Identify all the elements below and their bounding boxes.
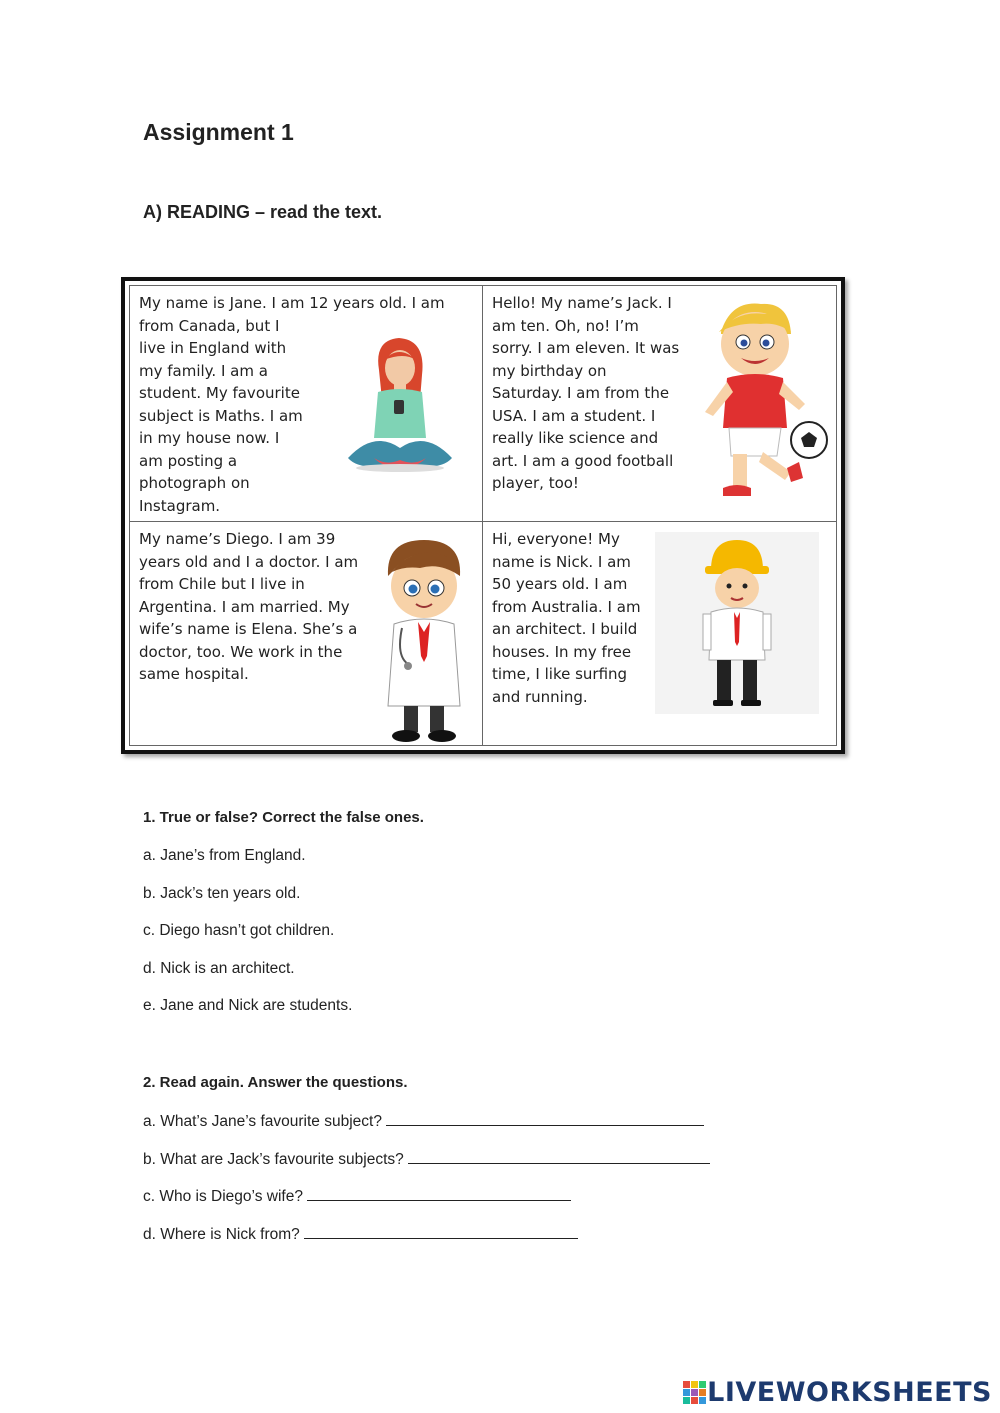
architect-illustration: [655, 532, 819, 714]
answer-blank[interactable]: [304, 1224, 578, 1239]
boy-football-illustration: [691, 296, 831, 510]
liveworksheets-logo-text: LIVEWORKSHEETS: [707, 1377, 992, 1408]
nick-cell: [483, 522, 836, 745]
jane-text: My name is Jane. I am 12 years old. I am from Canada, but I live in England with my family. I am a student. My favourite subject is Maths. I am in my house now. I am posting a photograph on Instagram.: [139, 294, 445, 515]
question-text: a. What’s Jane’s favourite subject?: [143, 1113, 382, 1130]
girl-on-phone-illustration: [344, 330, 454, 480]
reading-section-heading: A) READING – read the text.: [143, 202, 383, 222]
exercise1-item: a. Jane’s from England.: [143, 847, 306, 864]
diego-text: My name’s Diego. I am 39 years old and I a doctor. I am from Chile but I live in Argentina. I am married. My wife’s name is Elena. She’s a doctor, too. We work in the same hospital.: [139, 530, 359, 683]
jack-text: Hello! My name’s Jack. I am ten. Oh, no! I’m sorry. I am eleven. It was my birthday on Saturday. I am from the USA. I am a student. I really like science and art. I am a good football player, too!: [492, 294, 680, 492]
exercise1-item: b. Jack’s ten years old.: [143, 885, 301, 902]
liveworksheets-logo: [683, 1377, 992, 1408]
diego-cell: [130, 522, 483, 745]
question-text: d. Where is Nick from?: [143, 1226, 300, 1243]
doctor-illustration: [380, 536, 466, 745]
exercise2-item: [143, 1111, 704, 1131]
question-text: b. What are Jack’s favourite subjects?: [143, 1151, 404, 1168]
exercise1-item: e. Jane and Nick are students.: [143, 997, 353, 1014]
exercise2-item: [143, 1186, 571, 1206]
exercise1-item: d. Nick is an architect.: [143, 960, 295, 977]
nick-text: Hi, everyone! My name is Nick. I am 50 years old. I am from Australia. I am an architect. I build houses. In my free time, I like surfing and running.: [492, 530, 641, 706]
exercise2-item: [143, 1149, 710, 1169]
reading-text-box: [121, 277, 845, 754]
exercise2-heading: 2. Read again. Answer the questions.: [143, 1074, 408, 1091]
liveworksheets-logo-icon: [683, 1381, 707, 1405]
question-text: c. Who is Diego’s wife?: [143, 1188, 303, 1205]
answer-blank[interactable]: [307, 1186, 571, 1201]
answer-blank[interactable]: [408, 1149, 710, 1164]
exercise2-item: [143, 1224, 578, 1244]
answer-blank[interactable]: [386, 1111, 704, 1126]
jane-cell: [130, 286, 483, 522]
jack-cell: [483, 286, 836, 522]
page-title: Assignment 1: [143, 119, 294, 145]
exercise1-heading: 1. True or false? Correct the false ones.: [143, 809, 424, 826]
exercise1-item: c. Diego hasn’t got children.: [143, 922, 335, 939]
